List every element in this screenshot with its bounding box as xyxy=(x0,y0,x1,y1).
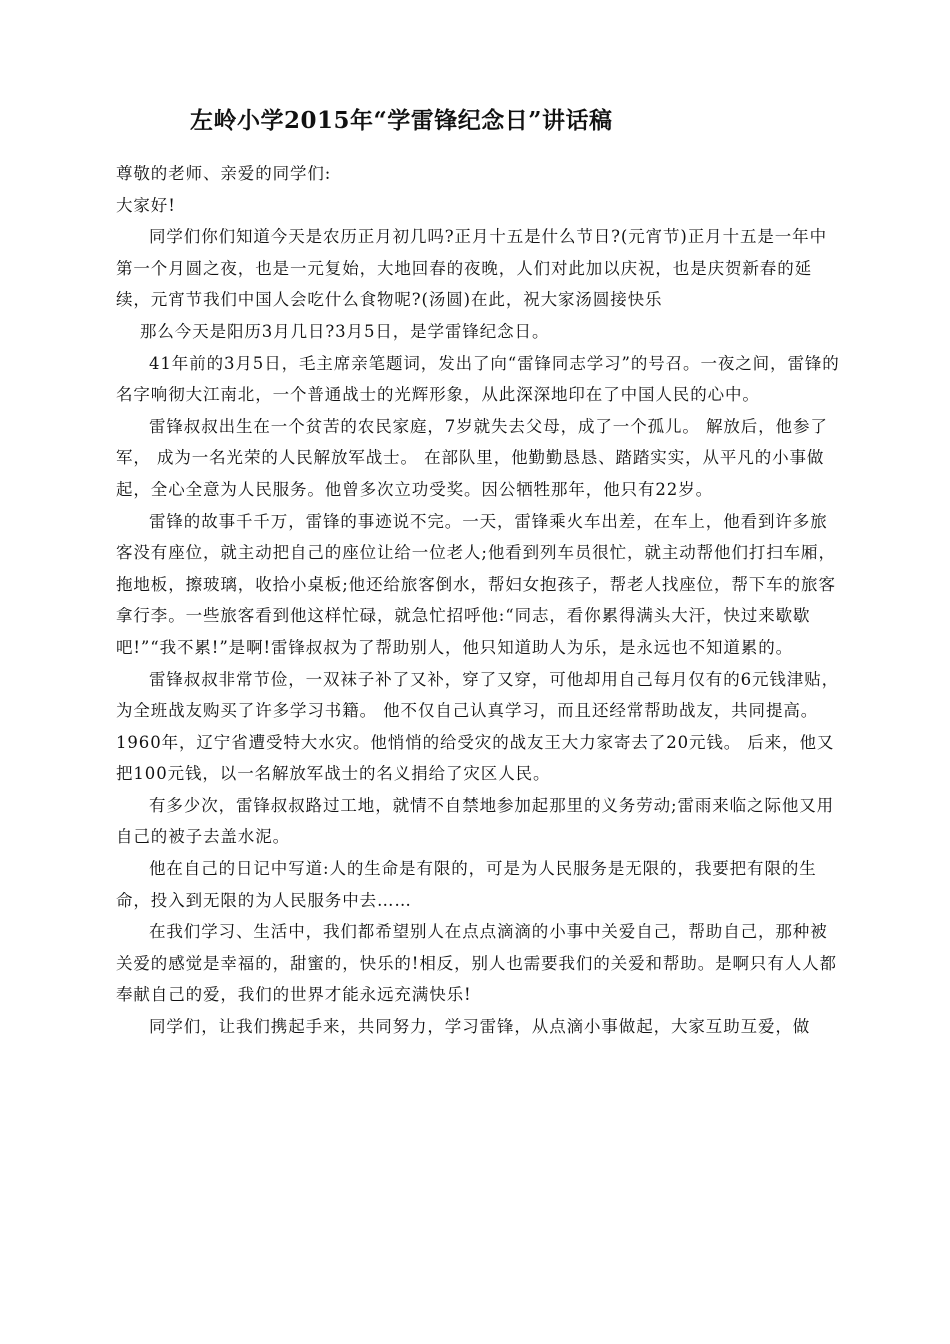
document-body xyxy=(116,158,840,1043)
salutation: 尊敬的老师、亲爱的同学们: xyxy=(116,164,332,183)
paragraph-9: 在我们学习、生活中，我们都希望别人在点点滴滴的小事中关爱自己，帮助自己，那种被关爱的感觉是幸福的，甜蜜的，快乐的!相反，别人也需要我们的关爱和帮助。是啊只有人人都奉献自己的爱，我们的世界才能永远充满快乐! xyxy=(116,922,837,1005)
paragraph-5: 雷锋的故事千千万，雷锋的事迹说不完。一天，雷锋乘火车出差，在车上，他看到许多旅客没有座位，就主动把自己的座位让给一位老人;他看到列车员很忙，就主动帮他们打扫车厢，拖地板，擦玻璃，收拾小桌板;他还给旅客倒水，帮妇女抱孩子，帮老人找座位，帮下车的旅客拿行李。一些旅客看到他这样忙碌，就急忙招呼他:“同志，看你累得满头大汗，快过来歇歇吧!”“我不累!”是啊!雷锋叔叔为了帮助别人，他只知道助人为乐，是永远也不知道累的。 xyxy=(116,511,836,657)
document-title: 左岭小学2015年“学雷锋纪念日”讲话稿 xyxy=(190,107,613,134)
greeting: 大家好! xyxy=(116,195,176,215)
paragraph-3: 41年前的3月5日，毛主席亲笔题词，发出了向“雷锋同志学习”的号召。一夜之间，雷锋的名字响彻大江南北，一个普通战士的光辉形象，从此深深地印在了中国人民的心中。 xyxy=(116,353,840,405)
paragraph-4: 雷锋叔叔出生在一个贫苦的农民家庭，7岁就失去父母，成了一个孤儿。 解放后，他参了军， 成为一名光荣的人民解放军战士。 在部队里，他勤勤恳恳、踏踏实实，从平凡的小事做起，全心全意为人民服务。他曾多次立功受奖。因公牺牲那年，他只有22岁。 xyxy=(116,416,828,499)
paragraph-6: 雷锋叔叔非常节俭，一双袜子补了又补，穿了又穿，可他却用自己每月仅有的6元钱津贴，为全班战友购买了许多学习书籍。 他不仅自己认真学习，而且还经常帮助战友，共同提高。1960年，辽宁省遭受特大水灾。他悄悄的给受灾的战友王大力家寄去了20元钱。 后来，他又把100元钱，以一名解放军战士的名义捐给了灾区人民。 xyxy=(116,669,839,784)
paragraph-2: 那么今天是阳历3月几日?3月5日，是学雷锋纪念日。 xyxy=(140,321,550,341)
paragraph-1: 同学们你们知道今天是农历正月初几吗?正月十五是什么节日?(元宵节)正月十五是一年中第一个月圆之夜，也是一元复始，大地回春的夜晚，人们对此加以庆祝，也是庆贺新春的延续，元宵节我们中国人会吃什么食物呢?(汤圆)在此，祝大家汤圆接快乐 xyxy=(116,227,827,310)
paragraph-8: 他在自己的日记中写道:人的生命是有限的，可是为人民服务是无限的，我要把有限的生命，投入到无限的为人民服务中去…… xyxy=(116,859,817,910)
paragraph-10: 同学们，让我们携起手来，共同努力，学习雷锋，从点滴小事做起，大家互助互爱，做 xyxy=(149,1017,811,1037)
paragraph-7: 有多少次，雷锋叔叔路过工地，就情不自禁地参加起那里的义务劳动;雷雨来临之际他又用自己的被子去盖水泥。 xyxy=(116,795,835,847)
